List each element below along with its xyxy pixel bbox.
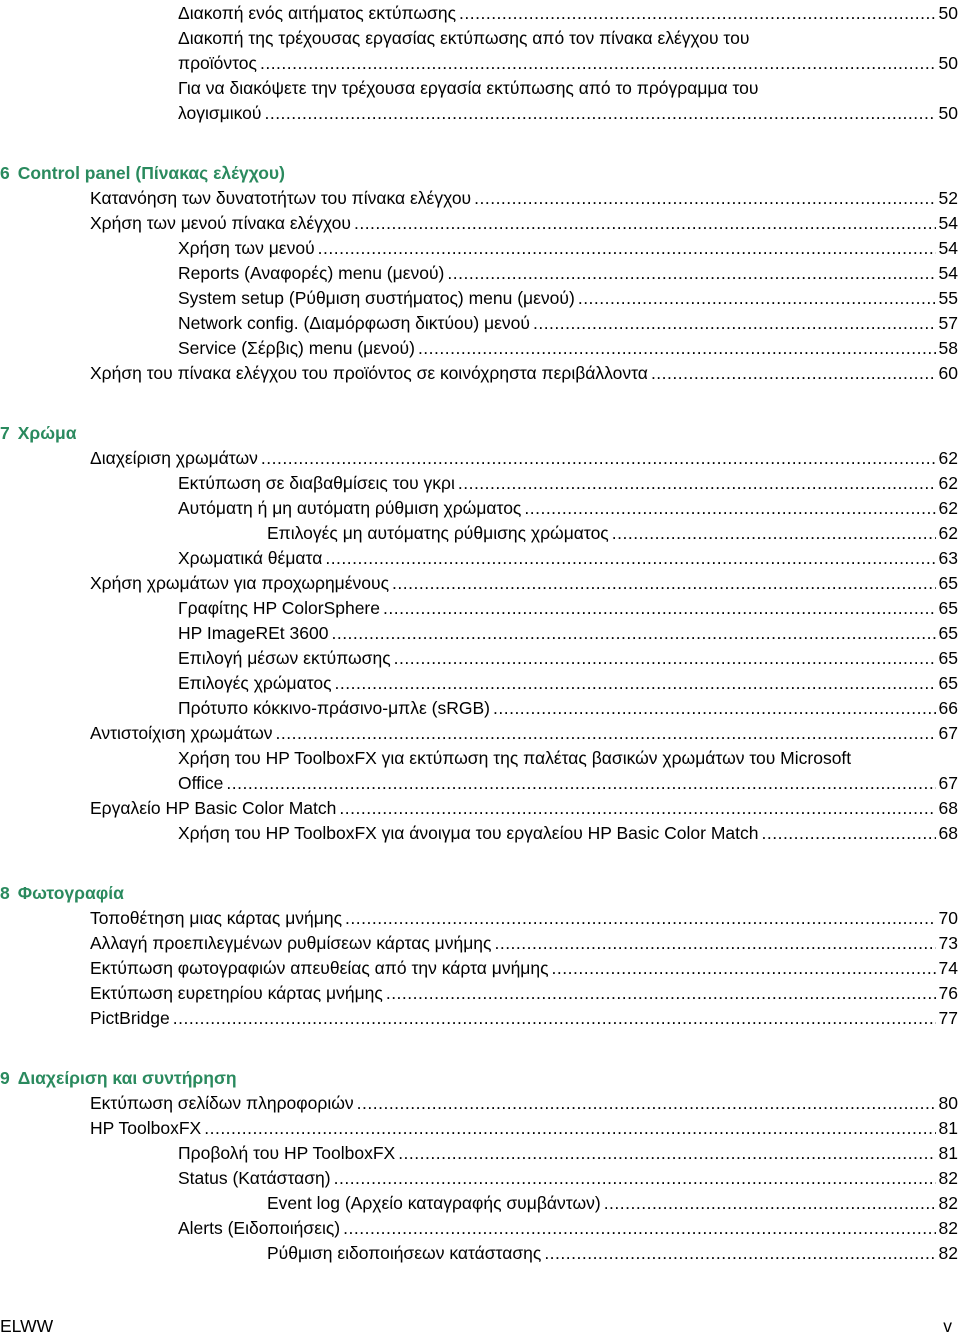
dot-leader <box>331 621 935 646</box>
dot-leader <box>173 1006 936 1031</box>
toc-entry[interactable] <box>178 646 958 671</box>
toc-page-number: 50 <box>938 3 958 23</box>
toc-entry[interactable] <box>90 906 958 931</box>
toc-page-number: 52 <box>938 188 958 208</box>
footer-left-label: ELWW <box>0 1316 54 1336</box>
toc-entry-title: System setup (Ρύθμιση συστήματος) menu (μενού) <box>178 288 575 308</box>
toc-page-number: 82 <box>938 1193 958 1213</box>
toc-entry-title: Αλλαγή προεπιλεγμένων ρυθμίσεων κάρτας μνήμης <box>90 933 492 953</box>
toc-page-number: 68 <box>938 798 958 818</box>
toc-entry[interactable] <box>267 1241 958 1266</box>
toc-entry[interactable] <box>178 101 958 126</box>
chapter-heading[interactable] <box>0 161 285 186</box>
chapter-number: 8 <box>0 883 10 903</box>
dot-leader <box>383 596 936 621</box>
dot-leader <box>264 101 935 126</box>
toc-page-number: 65 <box>938 623 958 643</box>
toc-entry[interactable] <box>178 51 958 76</box>
dot-leader <box>524 496 935 521</box>
toc-page-number: 62 <box>938 523 958 543</box>
toc-entry-title: Status (Κατάσταση) <box>178 1168 331 1188</box>
dot-leader <box>552 956 936 981</box>
toc-entry-title: Εκτύπωση σελίδων πληροφοριών <box>90 1093 354 1113</box>
toc-entry-title: HP ImageREt 3600 <box>178 623 329 643</box>
toc-entry-title: Αντιστοίχιση χρωμάτων <box>90 723 273 743</box>
dot-leader <box>386 981 936 1006</box>
toc-entry[interactable] <box>178 1216 958 1241</box>
dot-leader <box>339 796 935 821</box>
dot-leader <box>325 546 935 571</box>
toc-page-number: 68 <box>938 823 958 843</box>
toc-page-number: 65 <box>938 648 958 668</box>
toc-entry[interactable] <box>178 236 958 261</box>
toc-entry[interactable] <box>90 1116 958 1141</box>
toc-page-number: 62 <box>938 473 958 493</box>
toc-entry-title: Πρότυπο κόκκινο-πράσινο-μπλε (sRGB) <box>178 698 490 718</box>
toc-entry-title[interactable]: Διακοπή της τρέχουσας εργασίας εκτύπωσης από τον πίνακα ελέγχου του <box>178 28 750 48</box>
dot-leader <box>494 931 935 956</box>
toc-entry[interactable] <box>90 186 958 211</box>
toc-entry-title: Alerts (Ειδοποιήσεις) <box>178 1218 341 1238</box>
toc-page-number: 76 <box>938 983 958 1003</box>
toc-entry[interactable] <box>178 671 958 696</box>
dot-leader <box>418 336 936 361</box>
toc-page-number: 82 <box>938 1218 958 1238</box>
toc-page-number: 65 <box>938 573 958 593</box>
chapter-title: Διαχείριση και συντήρηση <box>17 1068 237 1088</box>
dot-leader <box>578 286 936 311</box>
toc-entry-title: Τοποθέτηση μιας κάρτας μνήμης <box>90 908 343 928</box>
toc-entry-title: Προβολή του HP ToolboxFX <box>178 1143 396 1163</box>
toc-page-number: 62 <box>938 498 958 518</box>
toc-page-number: 82 <box>938 1168 958 1188</box>
dot-leader <box>334 1166 936 1191</box>
dot-leader <box>474 186 935 211</box>
toc-page-number: 65 <box>938 598 958 618</box>
toc-page-number: 67 <box>938 723 958 743</box>
toc-entry-title: Network config. (Διαμόρφωση δικτύου) μενού <box>178 313 530 333</box>
toc-page-number: 73 <box>938 933 958 953</box>
toc-entry[interactable] <box>90 956 958 981</box>
toc-entry[interactable] <box>90 571 958 596</box>
toc-entry-title: Διαχείριση χρωμάτων <box>90 448 258 468</box>
toc-page-number: 80 <box>938 1093 958 1113</box>
chapter-number: 7 <box>0 423 10 443</box>
toc-entry[interactable] <box>178 1 958 26</box>
dot-leader <box>459 1 936 26</box>
toc-entry[interactable] <box>178 771 958 796</box>
toc-entry-title: Εκτύπωση ευρετηρίου κάρτας μνήμης <box>90 983 383 1003</box>
dot-leader <box>204 1116 935 1141</box>
toc-page-number: 65 <box>938 673 958 693</box>
toc-entry-title-continued: λογισμικού <box>178 103 262 123</box>
toc-page-number: 54 <box>938 213 958 233</box>
chapter-heading[interactable] <box>0 1066 237 1091</box>
toc-page-number: 81 <box>938 1143 958 1163</box>
toc-entry[interactable] <box>267 521 958 546</box>
toc-entry[interactable] <box>178 1141 958 1166</box>
dot-leader <box>447 261 935 286</box>
dot-leader <box>762 821 936 846</box>
toc-page-number: 54 <box>938 263 958 283</box>
toc-entry-title: Εργαλείο HP Basic Color Match <box>90 798 337 818</box>
toc-entry-title: HP ToolboxFX <box>90 1118 202 1138</box>
dot-leader <box>398 1141 935 1166</box>
toc-page-number: 57 <box>938 313 958 333</box>
toc-entry[interactable] <box>178 311 958 336</box>
dot-leader <box>276 721 936 746</box>
toc-entry-title: Event log (Αρχείο καταγραφής συμβάντων) <box>267 1193 601 1213</box>
toc-entry[interactable] <box>90 721 958 746</box>
toc-entry-title: PictBridge <box>90 1008 170 1028</box>
toc-entry[interactable] <box>178 546 958 571</box>
chapter-number: 9 <box>0 1068 10 1088</box>
chapter-heading[interactable] <box>0 421 76 446</box>
toc-entry-title: Εκτύπωση σε διαβαθμίσεις του γκρι <box>178 473 455 493</box>
toc-page-number: 58 <box>938 338 958 358</box>
toc-entry-title: Επιλογές χρώματος <box>178 673 332 693</box>
toc-entry[interactable] <box>178 496 958 521</box>
footer-page-number: v <box>943 1316 952 1336</box>
toc-entry[interactable] <box>178 821 958 846</box>
toc-entry-title: Ρύθμιση ειδοποιήσεων κατάστασης <box>267 1243 542 1263</box>
toc-page-number: 81 <box>938 1118 958 1138</box>
toc-page-number: 50 <box>938 53 958 73</box>
toc-page-number: 63 <box>938 548 958 568</box>
toc-entry-title[interactable]: Για να διακόψετε την τρέχουσα εργασία εκτύπωσης από το πρόγραμμα του <box>178 78 759 98</box>
toc-entry-title: Χρήση του πίνακα ελέγχου του προϊόντος σε κοινόχρηστα περιβάλλοντα <box>90 363 648 383</box>
toc-page-number: 82 <box>938 1243 958 1263</box>
dot-leader <box>345 906 936 931</box>
toc-entry[interactable] <box>90 1091 958 1116</box>
dot-leader <box>533 311 936 336</box>
toc-entry-title: Reports (Αναφορές) menu (μενού) <box>178 263 445 283</box>
toc-entry-title: Εκτύπωση φωτογραφιών απευθείας από την κάρτα μνήμης <box>90 958 549 978</box>
toc-entry[interactable] <box>178 596 958 621</box>
toc-entry[interactable] <box>90 446 958 471</box>
dot-leader <box>604 1191 936 1216</box>
toc-entry[interactable] <box>178 336 958 361</box>
toc-entry[interactable] <box>178 696 958 721</box>
dot-leader <box>354 211 936 236</box>
dot-leader <box>260 51 936 76</box>
toc-page-number: 60 <box>938 363 958 383</box>
toc-page-number: 66 <box>938 698 958 718</box>
chapter-title: Φωτογραφία <box>17 883 124 903</box>
dot-leader <box>651 361 936 386</box>
toc-page-number: 55 <box>938 288 958 308</box>
toc-entry-title: Χρήση των μενού πίνακα ελέγχου <box>90 213 351 233</box>
toc-entry-title-continued: προϊόντος <box>178 53 257 73</box>
toc-entry-title: Επιλογή μέσων εκτύπωσης <box>178 648 391 668</box>
chapter-number: 6 <box>0 163 10 183</box>
toc-entry-title: Γραφίτης HP ColorSphere <box>178 598 380 618</box>
toc-page-number: 67 <box>938 773 958 793</box>
toc-entry-title: Service (Σέρβις) menu (μενού) <box>178 338 415 358</box>
chapter-title: Χρώμα <box>17 423 77 443</box>
toc-entry[interactable] <box>90 361 958 386</box>
toc-entry[interactable] <box>267 1191 958 1216</box>
toc-entry-title: Κατανόηση των δυνατοτήτων του πίνακα ελέγχου <box>90 188 472 208</box>
toc-page-number: 50 <box>938 103 958 123</box>
chapter-heading[interactable] <box>0 881 124 906</box>
dot-leader <box>392 571 935 596</box>
toc-entry[interactable] <box>90 796 958 821</box>
dot-leader <box>335 671 936 696</box>
dot-leader <box>357 1091 936 1116</box>
toc-entry[interactable] <box>90 981 958 1006</box>
toc-entry[interactable] <box>178 621 958 646</box>
toc-page-number: 77 <box>938 1008 958 1028</box>
toc-entry-title: Χρήση χρωμάτων για προχωρημένους <box>90 573 390 593</box>
toc-entry[interactable] <box>178 286 958 311</box>
toc-entry[interactable] <box>90 1006 958 1031</box>
toc-entry[interactable] <box>178 261 958 286</box>
chapter-title: Control panel (Πίνακας ελέγχου) <box>17 163 285 183</box>
toc-entry-title: Χρήση του HP ToolboxFX για άνοιγμα του εργαλείου HP Basic Color Match <box>178 823 759 843</box>
toc-entry[interactable] <box>90 211 958 236</box>
dot-leader <box>343 1216 935 1241</box>
toc-entry-title: Αυτόματη ή μη αυτόματη ρύθμιση χρώματος <box>178 498 522 518</box>
toc-entry-title[interactable]: Χρήση του HP ToolboxFX για εκτύπωση της παλέτας βασικών χρωμάτων του Microsoft <box>178 748 852 768</box>
toc-entry-title: Επιλογές μη αυτόματης ρύθμισης χρώματος <box>267 523 609 543</box>
dot-leader <box>394 646 936 671</box>
dot-leader <box>458 471 936 496</box>
toc-entry-title: Χρωματικά θέματα <box>178 548 323 568</box>
toc-page-number: 74 <box>938 958 958 978</box>
toc-page-number: 54 <box>938 238 958 258</box>
toc-page-number: 62 <box>938 448 958 468</box>
dot-leader <box>226 771 935 796</box>
dot-leader <box>261 446 936 471</box>
dot-leader <box>612 521 936 546</box>
dot-leader <box>318 236 936 261</box>
dot-leader <box>544 1241 935 1266</box>
toc-entry-title-continued: Office <box>178 773 224 793</box>
toc-entry[interactable] <box>178 471 958 496</box>
toc-entry[interactable] <box>90 931 958 956</box>
dot-leader <box>493 696 936 721</box>
toc-entry-title: Χρήση των μενού <box>178 238 315 258</box>
toc-entry[interactable] <box>178 1166 958 1191</box>
toc-page-number: 70 <box>938 908 958 928</box>
toc-entry-title: Διακοπή ενός αιτήματος εκτύπωσης <box>178 3 457 23</box>
